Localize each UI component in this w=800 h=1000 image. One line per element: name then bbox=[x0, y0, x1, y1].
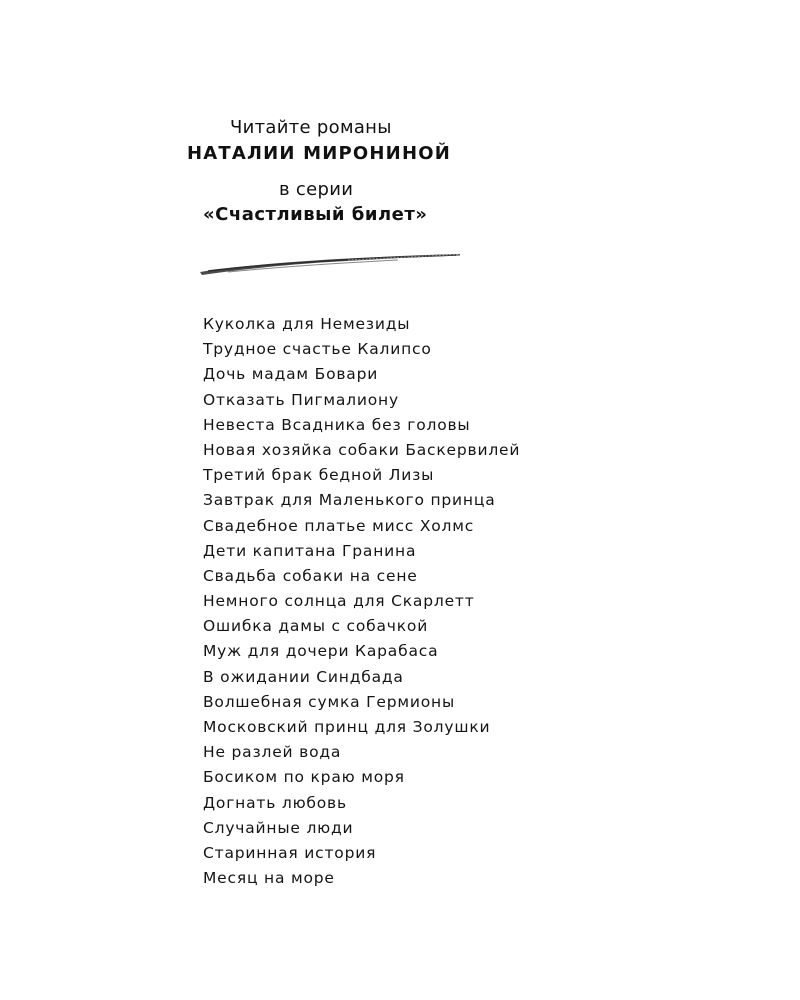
intro-line: Читайте романы bbox=[230, 117, 392, 138]
book-title: Случайные люди bbox=[203, 818, 354, 837]
book-title: Старинная история bbox=[203, 843, 377, 862]
book-title: Завтрак для Маленького принца bbox=[203, 491, 496, 510]
author-name: НАТАЛИИ МИРОНИНОЙ bbox=[187, 143, 451, 164]
book-title: Невеста Всадника без головы bbox=[203, 415, 471, 434]
book-title: Дочь мадам Бовари bbox=[203, 365, 379, 384]
book-title: Куколка для Немезиды bbox=[203, 315, 411, 333]
book-title: Трудное счастье Калипсо bbox=[203, 340, 432, 359]
book-title: В ожидании Синдбада bbox=[203, 667, 404, 686]
book-title: Отказать Пигмалиону bbox=[203, 390, 399, 409]
series-intro: в серии bbox=[279, 179, 354, 200]
book-list bbox=[203, 316, 520, 895]
book-title: Ошибка дамы с собачкой bbox=[203, 617, 429, 636]
book-title: Немного солнца для Скарлетт bbox=[203, 592, 475, 611]
book-title: Новая хозяйка собаки Баскервилей bbox=[203, 440, 521, 459]
series-name: «Счастливый билет» bbox=[203, 204, 428, 225]
book-title: Муж для дочери Карабаса bbox=[203, 642, 439, 661]
book-title: Догнать любовь bbox=[203, 793, 347, 812]
book-title: Босиком по краю моря bbox=[203, 768, 405, 787]
book-title: Дети капитана Гранина bbox=[203, 541, 417, 560]
book-title: Месяц на море bbox=[203, 869, 335, 888]
book-title: Свадьба собаки на сене bbox=[203, 566, 418, 585]
book-title: Свадебное платье мисс Холмс bbox=[203, 516, 475, 535]
book-title: Третий брак бедной Лизы bbox=[203, 466, 435, 485]
book-title: Не разлей вода bbox=[203, 743, 342, 762]
brush-stroke-divider bbox=[198, 248, 464, 278]
book-title: Московский принц для Золушки bbox=[203, 718, 491, 736]
book-title: Волшебная сумка Гермионы bbox=[203, 692, 456, 711]
